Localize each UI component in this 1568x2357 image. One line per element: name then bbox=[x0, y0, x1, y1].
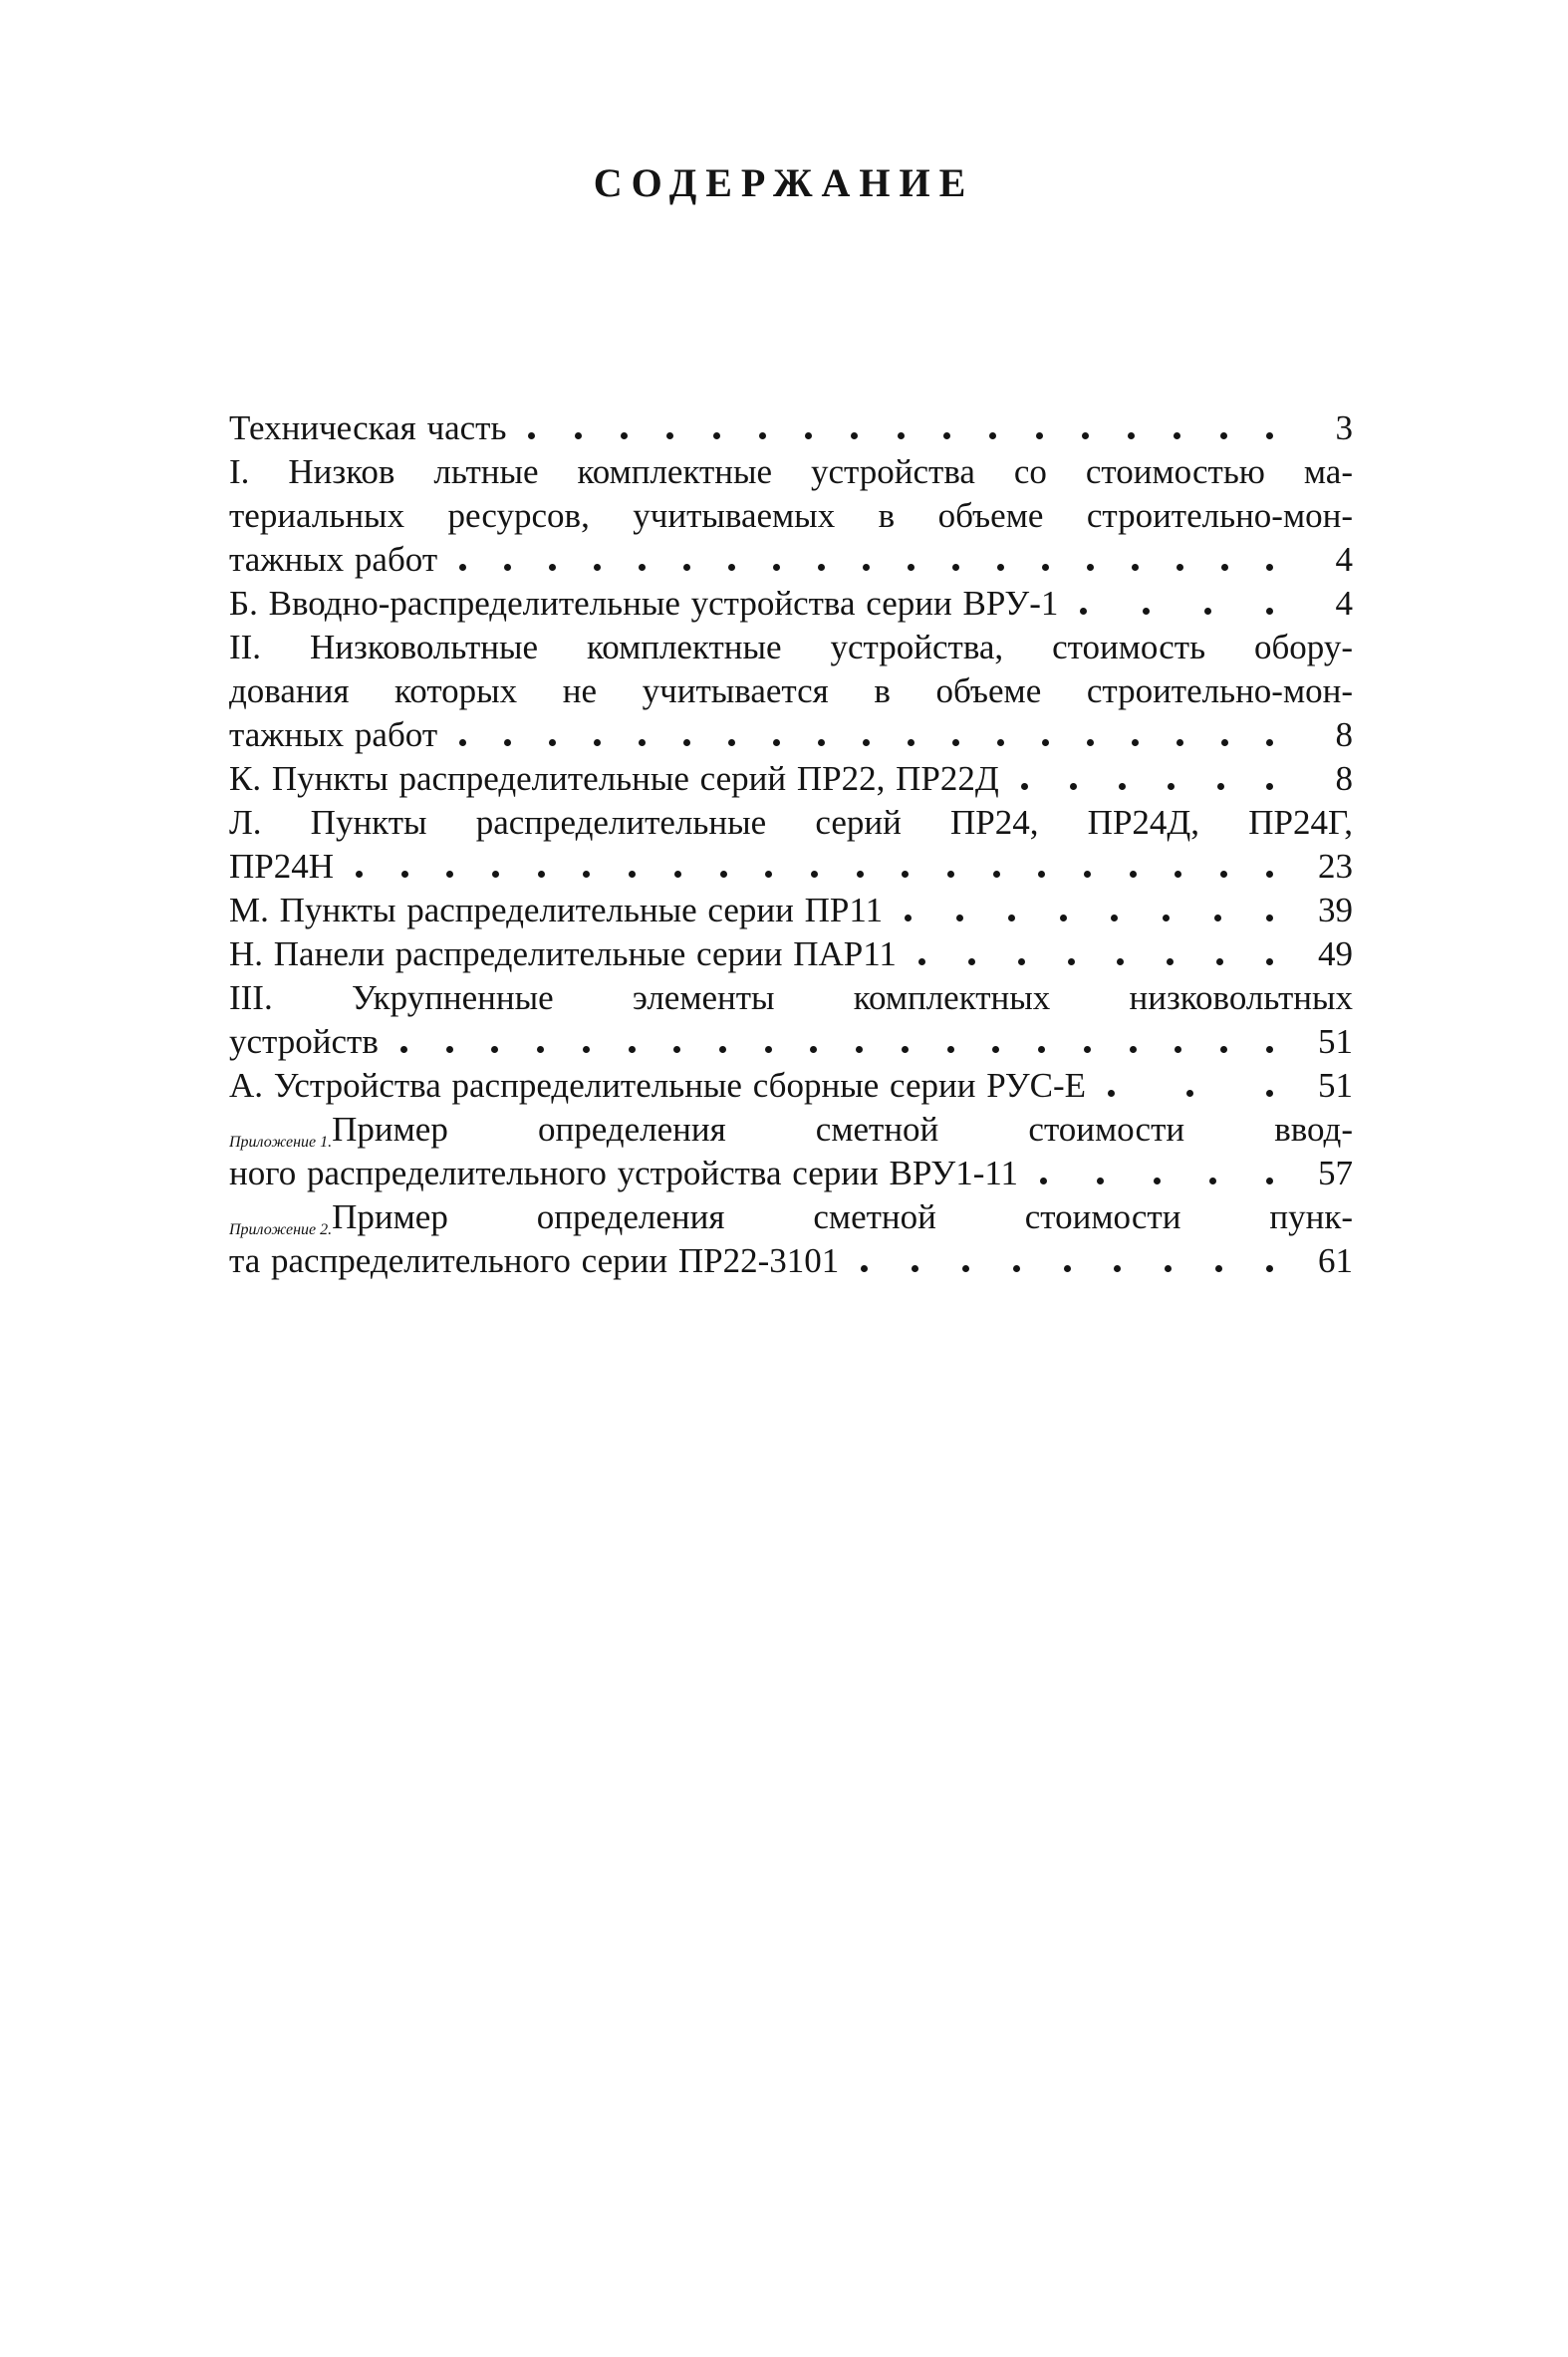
leader-dot bbox=[1132, 739, 1139, 746]
page-number: 23 bbox=[1318, 847, 1353, 886]
leader-dot bbox=[504, 739, 511, 746]
toc-text: I. Низков льтные комплектные устройства со стоимостью ма- bbox=[229, 452, 1353, 491]
dot-leader bbox=[334, 845, 1293, 889]
leader-dot bbox=[1087, 739, 1094, 746]
leader-dot bbox=[1220, 871, 1227, 878]
leader-dot bbox=[861, 1265, 868, 1272]
toc-entry bbox=[229, 801, 1353, 889]
leader-dot bbox=[1266, 564, 1273, 571]
toc-line bbox=[229, 406, 1353, 450]
leader-dot bbox=[1119, 783, 1126, 790]
leader-dot bbox=[765, 871, 772, 878]
leader-dot bbox=[863, 739, 870, 746]
leader-dot bbox=[639, 564, 646, 571]
leader-dot bbox=[1216, 958, 1223, 965]
page-number: 4 bbox=[1335, 540, 1353, 579]
toc-line bbox=[229, 582, 1353, 626]
leader-dot bbox=[528, 432, 535, 439]
leader-dot bbox=[1266, 432, 1273, 439]
leader-dot bbox=[356, 871, 363, 878]
leader-dot bbox=[851, 432, 858, 439]
leader-dot bbox=[719, 1046, 726, 1053]
page-number: 51 bbox=[1318, 1066, 1353, 1105]
leader-dot bbox=[863, 564, 870, 571]
leader-dot bbox=[810, 1046, 817, 1053]
leader-dot bbox=[1143, 608, 1150, 615]
leader-dot bbox=[459, 739, 466, 746]
toc-text: М. Пункты распределительные серии ПР11 bbox=[229, 891, 884, 929]
toc-text: II. Низковольтные комплектные устройства, стоимость обору- bbox=[229, 628, 1353, 666]
leader-dot bbox=[997, 739, 1004, 746]
page-number: 51 bbox=[1318, 1022, 1353, 1061]
leader-dot bbox=[446, 1046, 453, 1053]
toc-entry bbox=[229, 976, 1353, 1064]
leader-dot bbox=[962, 1265, 969, 1272]
leader-dot bbox=[1108, 1090, 1115, 1097]
leader-dot bbox=[1174, 432, 1180, 439]
leader-dot bbox=[683, 739, 690, 746]
leader-dot bbox=[1175, 1046, 1181, 1053]
page-number: 4 bbox=[1335, 584, 1353, 623]
page-number: 3 bbox=[1335, 408, 1353, 447]
dot-leader bbox=[883, 889, 1293, 932]
leader-dot bbox=[1266, 1046, 1273, 1053]
leader-dot bbox=[1266, 871, 1273, 878]
dot-leader bbox=[999, 757, 1293, 801]
leader-dot bbox=[818, 564, 825, 571]
leader-dot bbox=[629, 1046, 636, 1053]
leader-dot bbox=[1128, 432, 1135, 439]
leader-dot bbox=[583, 1046, 590, 1053]
leader-dot bbox=[1220, 432, 1227, 439]
toc-line bbox=[229, 713, 1353, 757]
leader-dot bbox=[943, 432, 950, 439]
toc-text: тажных работ bbox=[229, 715, 438, 754]
leader-dot bbox=[1117, 958, 1124, 965]
toc-text: териальных ресурсов, учитываемых в объеме строительно-мон- bbox=[229, 496, 1353, 535]
leader-dot bbox=[728, 564, 735, 571]
leader-dot bbox=[1266, 783, 1273, 790]
toc-line bbox=[229, 669, 1353, 713]
toc-line bbox=[229, 1195, 1353, 1239]
leader-dot bbox=[1040, 1178, 1047, 1184]
leader-dot bbox=[1060, 915, 1067, 921]
leader-dot bbox=[1084, 1046, 1091, 1053]
dot-leader bbox=[437, 538, 1293, 582]
leader-dot bbox=[1214, 915, 1221, 921]
toc-entry bbox=[229, 582, 1353, 626]
leader-dot bbox=[997, 564, 1004, 571]
toc-entry bbox=[229, 1195, 1353, 1283]
leader-dot bbox=[629, 871, 636, 878]
toc-entry bbox=[229, 889, 1353, 932]
leader-dot bbox=[683, 564, 690, 571]
toc-line bbox=[229, 1152, 1353, 1195]
toc-text: Б. Вводно-распределительные устройства серии ВРУ-1 bbox=[229, 584, 1059, 623]
leader-dot bbox=[1038, 871, 1045, 878]
dot-leader bbox=[1086, 1064, 1293, 1108]
leader-dot bbox=[1070, 783, 1077, 790]
leader-dot bbox=[504, 564, 511, 571]
leader-dot bbox=[1221, 564, 1228, 571]
toc-text: ного распределительного устройства серии ВРУ1-11 bbox=[229, 1154, 1019, 1192]
toc-line bbox=[229, 976, 1353, 1020]
toc-entry bbox=[229, 932, 1353, 976]
leader-dot bbox=[594, 564, 601, 571]
toc-line bbox=[229, 538, 1353, 582]
page-number: 8 bbox=[1335, 715, 1353, 754]
leader-dot bbox=[1176, 564, 1183, 571]
leader-dot bbox=[549, 564, 556, 571]
leader-dot bbox=[805, 432, 812, 439]
leader-dot bbox=[666, 432, 673, 439]
leader-dot bbox=[1038, 1046, 1045, 1053]
toc-line bbox=[229, 626, 1353, 669]
toc-line bbox=[229, 932, 1353, 976]
toc-line bbox=[229, 757, 1353, 801]
leader-dot bbox=[1209, 1178, 1216, 1184]
leader-dot bbox=[1204, 608, 1211, 615]
toc-text: ПР24Н bbox=[229, 847, 335, 886]
leader-dot bbox=[1064, 1265, 1071, 1272]
toc-line bbox=[229, 889, 1353, 932]
leader-dot bbox=[773, 564, 780, 571]
leader-dot bbox=[1130, 871, 1137, 878]
leader-dot bbox=[583, 871, 590, 878]
leader-dot bbox=[908, 739, 915, 746]
toc-entry bbox=[229, 450, 1353, 582]
leader-dot bbox=[1167, 958, 1174, 965]
toc-text: та распределительного серии ПР22-3101 bbox=[229, 1241, 840, 1280]
leader-dot bbox=[459, 564, 466, 571]
leader-dot bbox=[1013, 1265, 1020, 1272]
toc-appendix-label: Приложение 1. bbox=[229, 1134, 333, 1151]
leader-dot bbox=[993, 871, 1000, 878]
leader-dot bbox=[1021, 783, 1028, 790]
leader-dot bbox=[1163, 915, 1170, 921]
leader-dot bbox=[1221, 739, 1228, 746]
leader-dot bbox=[992, 1046, 999, 1053]
page-number: 57 bbox=[1318, 1154, 1353, 1192]
toc-line bbox=[229, 1108, 1353, 1152]
leader-dot bbox=[1132, 564, 1139, 571]
leader-dot bbox=[1176, 739, 1183, 746]
leader-dot bbox=[773, 739, 780, 746]
leader-dot bbox=[1217, 783, 1224, 790]
leader-dot bbox=[947, 871, 954, 878]
toc-text: К. Пункты распределительные серий ПР22, ПР22Д bbox=[229, 759, 999, 798]
toc-text: дования которых не учитывается в объеме строительно-мон- bbox=[229, 671, 1353, 710]
dot-leader bbox=[1058, 582, 1293, 626]
leader-dot bbox=[400, 1046, 407, 1053]
leader-dot bbox=[446, 871, 453, 878]
dot-leader bbox=[839, 1239, 1293, 1283]
leader-dot bbox=[905, 915, 912, 921]
toc-entry bbox=[229, 626, 1353, 757]
leader-dot bbox=[1084, 871, 1091, 878]
leader-dot bbox=[621, 432, 628, 439]
toc-text: А. Устройства распределительные сборные серии РУС-Е bbox=[229, 1066, 1086, 1105]
dot-leader bbox=[379, 1020, 1293, 1064]
leader-dot bbox=[857, 871, 864, 878]
leader-dot bbox=[1175, 871, 1181, 878]
leader-dot bbox=[575, 432, 582, 439]
leader-dot bbox=[1068, 958, 1075, 965]
leader-dot bbox=[902, 871, 909, 878]
page-number: 39 bbox=[1318, 891, 1353, 929]
leader-dot bbox=[1266, 1090, 1273, 1097]
toc-text: тажных работ bbox=[229, 540, 438, 579]
toc-text: Л. Пункты распределительные серий ПР24, ПР24Д, ПР24Г, bbox=[229, 803, 1353, 842]
leader-dot bbox=[1266, 1265, 1273, 1272]
toc-entry bbox=[229, 406, 1353, 450]
leader-dot bbox=[908, 564, 915, 571]
dot-leader bbox=[506, 406, 1293, 450]
leader-dot bbox=[1008, 915, 1015, 921]
toc-line bbox=[229, 1239, 1353, 1283]
page-number: 8 bbox=[1335, 759, 1353, 798]
leader-dot bbox=[713, 432, 720, 439]
leader-dot bbox=[1087, 564, 1094, 571]
leader-dot bbox=[1154, 1178, 1161, 1184]
leader-dot bbox=[1266, 958, 1273, 965]
leader-dot bbox=[1266, 1178, 1273, 1184]
leader-dot bbox=[639, 739, 646, 746]
leader-dot bbox=[1080, 608, 1087, 615]
page-number: 49 bbox=[1318, 934, 1353, 973]
leader-dot bbox=[491, 1046, 498, 1053]
leader-dot bbox=[811, 871, 818, 878]
leader-dot bbox=[1111, 915, 1118, 921]
leader-dot bbox=[765, 1046, 772, 1053]
leader-dot bbox=[1042, 564, 1049, 571]
leader-dot bbox=[952, 564, 959, 571]
toc-line bbox=[229, 494, 1353, 538]
leader-dot bbox=[968, 958, 975, 965]
leader-dot bbox=[728, 739, 735, 746]
leader-dot bbox=[673, 1046, 680, 1053]
leader-dot bbox=[1042, 739, 1049, 746]
toc-appendix-label: Приложение 2. bbox=[229, 1221, 333, 1238]
toc-text: устройств bbox=[229, 1022, 379, 1061]
toc-text: Техническая часть bbox=[229, 408, 507, 447]
toc-entry bbox=[229, 757, 1353, 801]
leader-dot bbox=[401, 871, 408, 878]
toc-text: Пример определения сметной стоимости ввод- bbox=[332, 1110, 1353, 1149]
leader-dot bbox=[898, 432, 905, 439]
toc-line bbox=[229, 845, 1353, 889]
leader-dot bbox=[1082, 432, 1089, 439]
table-of-contents bbox=[229, 406, 1353, 1283]
leader-dot bbox=[902, 1046, 909, 1053]
leader-dot bbox=[538, 871, 545, 878]
page-number: 61 bbox=[1318, 1241, 1353, 1280]
toc-text: Н. Панели распределительные серии ПАР11 bbox=[229, 934, 897, 973]
leader-dot bbox=[594, 739, 601, 746]
dot-leader bbox=[897, 932, 1293, 976]
toc-line bbox=[229, 801, 1353, 845]
leader-dot bbox=[1018, 958, 1025, 965]
toc-line bbox=[229, 1020, 1353, 1064]
leader-dot bbox=[537, 1046, 544, 1053]
leader-dot bbox=[720, 871, 727, 878]
leader-dot bbox=[947, 1046, 954, 1053]
page-title: СОДЕРЖАНИЕ bbox=[593, 160, 975, 205]
leader-dot bbox=[1130, 1046, 1137, 1053]
leader-dot bbox=[759, 432, 766, 439]
leader-dot bbox=[1215, 1265, 1222, 1272]
leader-dot bbox=[1186, 1090, 1193, 1097]
toc-entry bbox=[229, 1108, 1353, 1195]
leader-dot bbox=[918, 958, 925, 965]
leader-dot bbox=[952, 739, 959, 746]
leader-dot bbox=[1266, 739, 1273, 746]
leader-dot bbox=[912, 1265, 918, 1272]
leader-dot bbox=[1114, 1265, 1121, 1272]
leader-dot bbox=[1220, 1046, 1227, 1053]
leader-dot bbox=[549, 739, 556, 746]
leader-dot bbox=[1165, 1265, 1172, 1272]
toc-entry bbox=[229, 1064, 1353, 1108]
leader-dot bbox=[1266, 915, 1273, 921]
dot-leader bbox=[437, 713, 1293, 757]
leader-dot bbox=[1097, 1178, 1104, 1184]
leader-dot bbox=[856, 1046, 863, 1053]
dot-leader bbox=[1018, 1152, 1293, 1195]
leader-dot bbox=[1266, 608, 1273, 615]
leader-dot bbox=[492, 871, 499, 878]
leader-dot bbox=[1036, 432, 1043, 439]
toc-text: III. Укрупненные элементы комплектных низковольтных bbox=[229, 978, 1353, 1017]
toc-text: Пример определения сметной стоимости пунк- bbox=[332, 1197, 1353, 1236]
leader-dot bbox=[1168, 783, 1175, 790]
leader-dot bbox=[956, 915, 963, 921]
toc-line bbox=[229, 450, 1353, 494]
toc-line bbox=[229, 1064, 1353, 1108]
leader-dot bbox=[674, 871, 681, 878]
leader-dot bbox=[818, 739, 825, 746]
leader-dot bbox=[989, 432, 996, 439]
